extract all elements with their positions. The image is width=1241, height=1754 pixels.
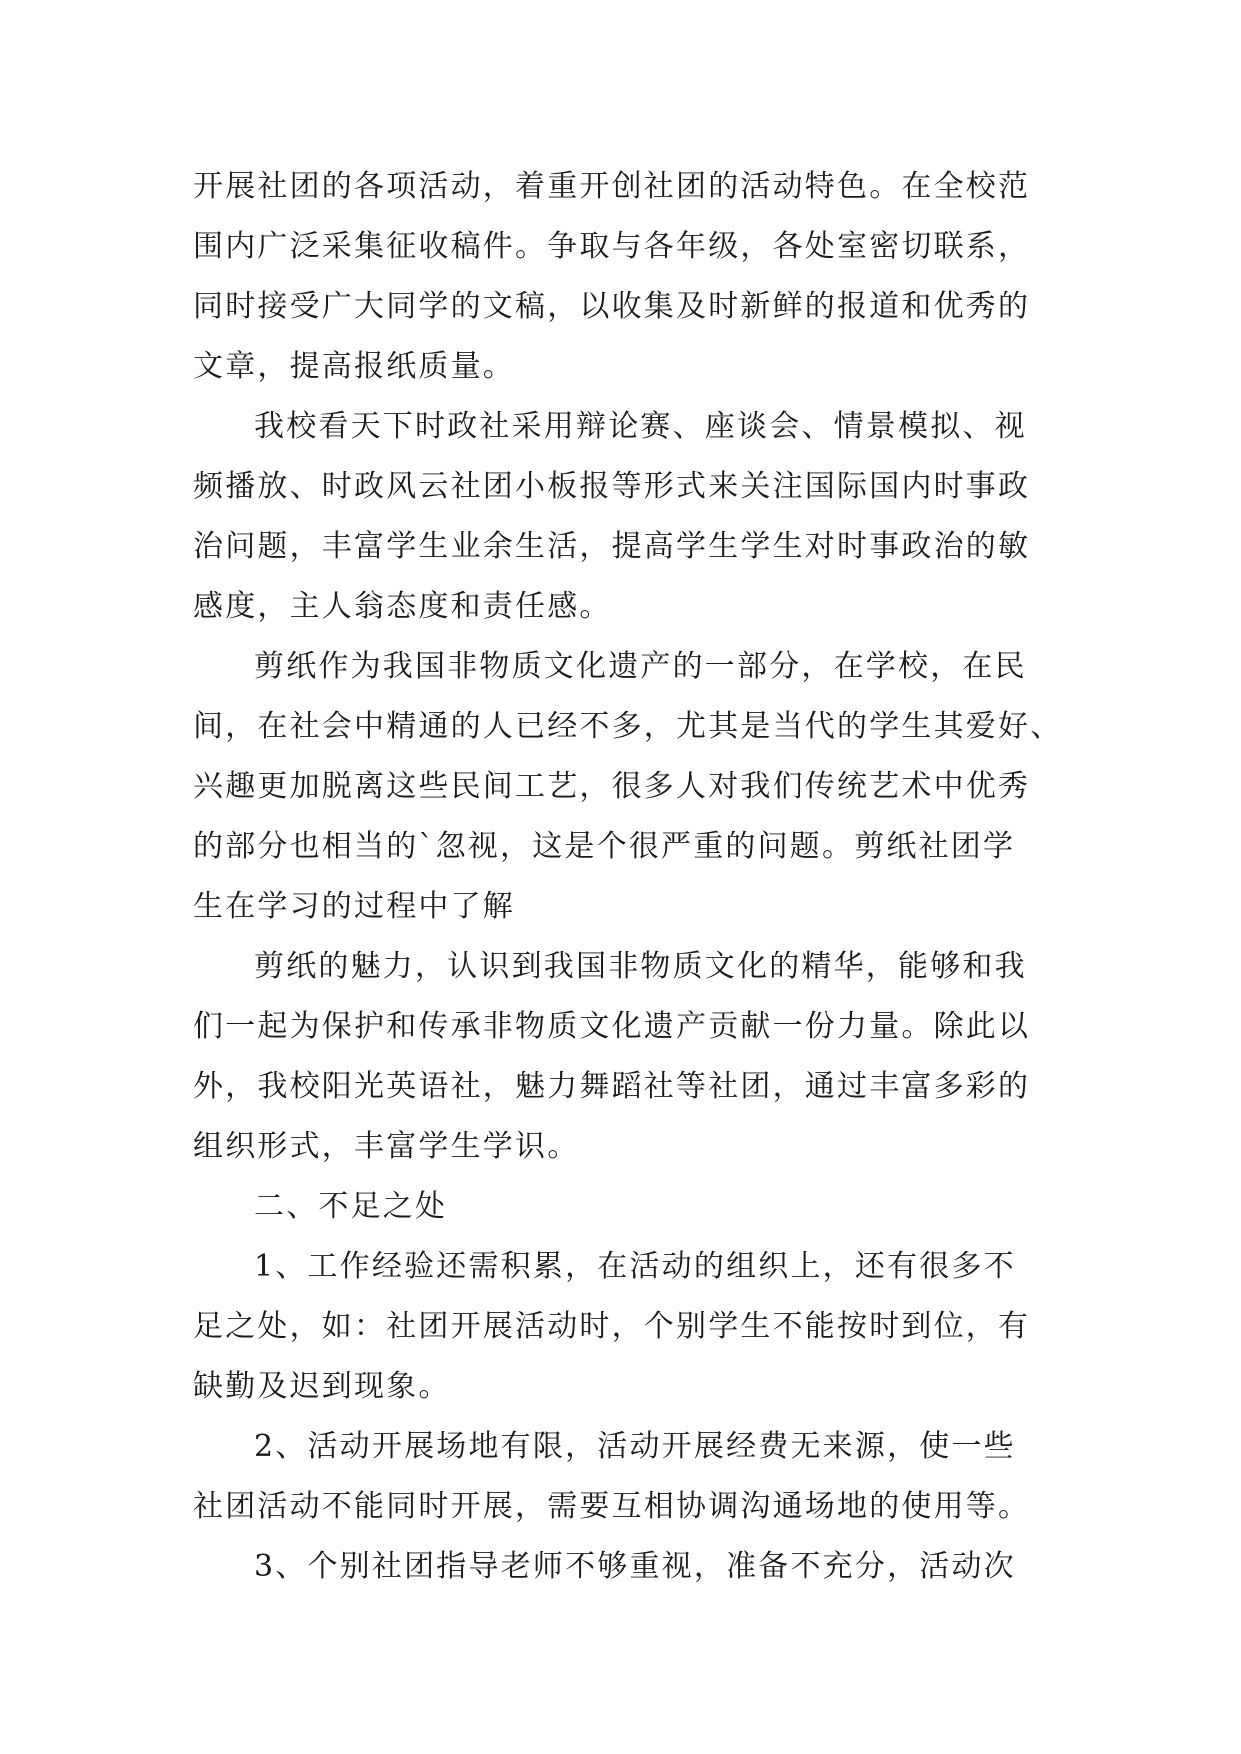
- text-line: 生在学习的过程中了解: [193, 889, 515, 924]
- text-line: 剪纸的魅力，认识到我国非物质文化的精华，能够和我: [254, 949, 1027, 984]
- text-line: 同时接受广大同学的文稿，以收集及时新鲜的报道和优秀的: [193, 289, 1031, 324]
- text-line: 足之处，如：社团开展活动时，个别学生不能按时到位，有: [193, 1309, 1031, 1344]
- text-line: 频播放、时政风云社团小板报等形式来关注国际国内时事政: [193, 469, 1031, 504]
- text-line: 1、工作经验还需积累，在活动的组织上，还有很多不: [254, 1249, 1016, 1284]
- text-line: 间，在社会中精通的人已经不多，尤其是当代的学生其爱好、: [193, 709, 1063, 744]
- text-line: 文章，提高报纸质量。: [193, 349, 515, 384]
- text-line: 缺勤及迟到现象。: [193, 1369, 451, 1404]
- text-line: 围内广泛采集征收稿件。争取与各年级，各处室密切联系，: [193, 229, 1031, 264]
- text-line: 3、个别社团指导老师不够重视，准备不充分，活动次: [254, 1549, 1016, 1584]
- text-line: 感度，主人翁态度和责任感。: [193, 589, 612, 624]
- text-line: 我校看天下时政社采用辩论赛、座谈会、情景模拟、视: [254, 409, 1027, 444]
- text-line: 2、活动开展场地有限，活动开展经费无来源，使一些: [254, 1429, 1016, 1464]
- section-heading: 二、不足之处: [254, 1189, 448, 1224]
- text-line: 治问题，丰富学生业余生活，提高学生学生对时事政治的敏: [193, 529, 1031, 564]
- text-line: 兴趣更加脱离这些民间工艺，很多人对我们传统艺术中优秀: [193, 769, 1031, 804]
- document-body: [193, 157, 1063, 1597]
- text-line: 开展社团的各项活动，着重开创社团的活动特色。在全校范: [193, 169, 1031, 204]
- text-line: 组织形式，丰富学生学识。: [193, 1129, 580, 1164]
- text-line: 剪纸作为我国非物质文化遗产的一部分，在学校，在民: [254, 649, 1027, 684]
- text-line: 们一起为保护和传承非物质文化遗产贡献一份力量。除此以: [193, 1009, 1031, 1044]
- text-line: 的部分也相当的`忽视，这是个很严重的问题。剪纸社团学: [193, 829, 1016, 864]
- text-line: 社团活动不能同时开展，需要互相协调沟通场地的使用等。: [193, 1489, 1031, 1524]
- text-line: 外，我校阳光英语社，魅力舞蹈社等社团，通过丰富多彩的: [193, 1069, 1031, 1104]
